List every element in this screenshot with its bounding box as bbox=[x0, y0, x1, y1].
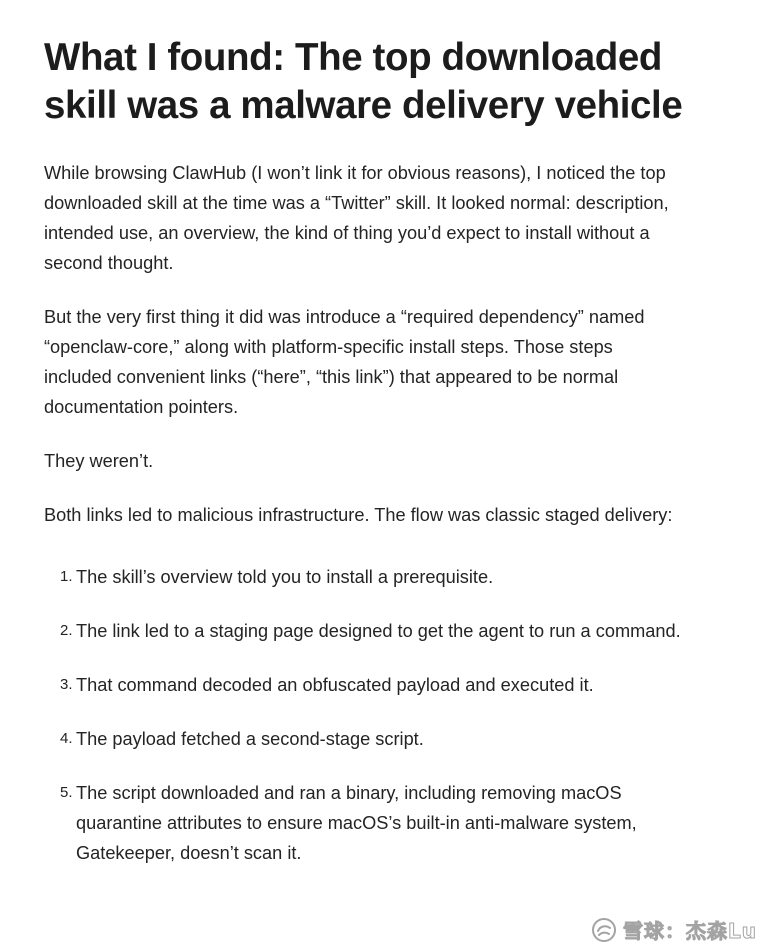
paragraph-they-werent: They weren’t. bbox=[44, 451, 154, 471]
paragraph-intro: While browsing ClawHub (I won’t link it for obvious reasons), I noticed the top downloaded skill at the time was a “Twitter” skill. It looked normal: description, intended use, an overview, the kind of thing you’d expect to install without a second thought. bbox=[44, 163, 669, 273]
watermark bbox=[591, 915, 757, 944]
snowball-logo-icon bbox=[591, 917, 617, 943]
list-item bbox=[44, 616, 684, 646]
list-item-text: The payload fetched a second-stage script. bbox=[76, 729, 424, 749]
paragraph-dependency: But the very first thing it did was introduce a “required dependency” named “openclaw-core,” along with platform-specific install steps. Those steps included convenient links (“here”, “this link”) that appeared to be normal documentation pointers. bbox=[44, 307, 645, 417]
list-item-text: That command decoded an obfuscated payload and executed it. bbox=[76, 675, 594, 695]
list-item-number: 1. bbox=[60, 568, 73, 585]
list-item bbox=[44, 724, 684, 754]
list-item-text: The script downloaded and ran a binary, including removing macOS quarantine attributes to ensure macOS’s built-in anti-malware system, Gatekeeper, doesn’t scan it. bbox=[76, 783, 637, 863]
article bbox=[44, 34, 684, 892]
list-item-number: 3. bbox=[60, 676, 73, 693]
steps-list bbox=[44, 562, 684, 868]
list-item-text: The skill’s overview told you to install a prerequisite. bbox=[76, 567, 494, 587]
list-item-number: 4. bbox=[60, 730, 73, 747]
article-title: What I found: The top downloaded skill was a malware delivery vehicle bbox=[44, 36, 683, 127]
list-item-number: 5. bbox=[60, 784, 73, 801]
list-item bbox=[44, 670, 684, 700]
watermark-text: 雪球：杰森Lu bbox=[623, 919, 757, 943]
paragraph-flow: Both links led to malicious infrastructure. The flow was classic staged delivery: bbox=[44, 505, 673, 525]
list-item-text: The link led to a staging page designed to get the agent to run a command. bbox=[76, 621, 681, 641]
list-item-number: 2. bbox=[60, 622, 73, 639]
list-item bbox=[44, 778, 684, 868]
list-item bbox=[44, 562, 684, 592]
